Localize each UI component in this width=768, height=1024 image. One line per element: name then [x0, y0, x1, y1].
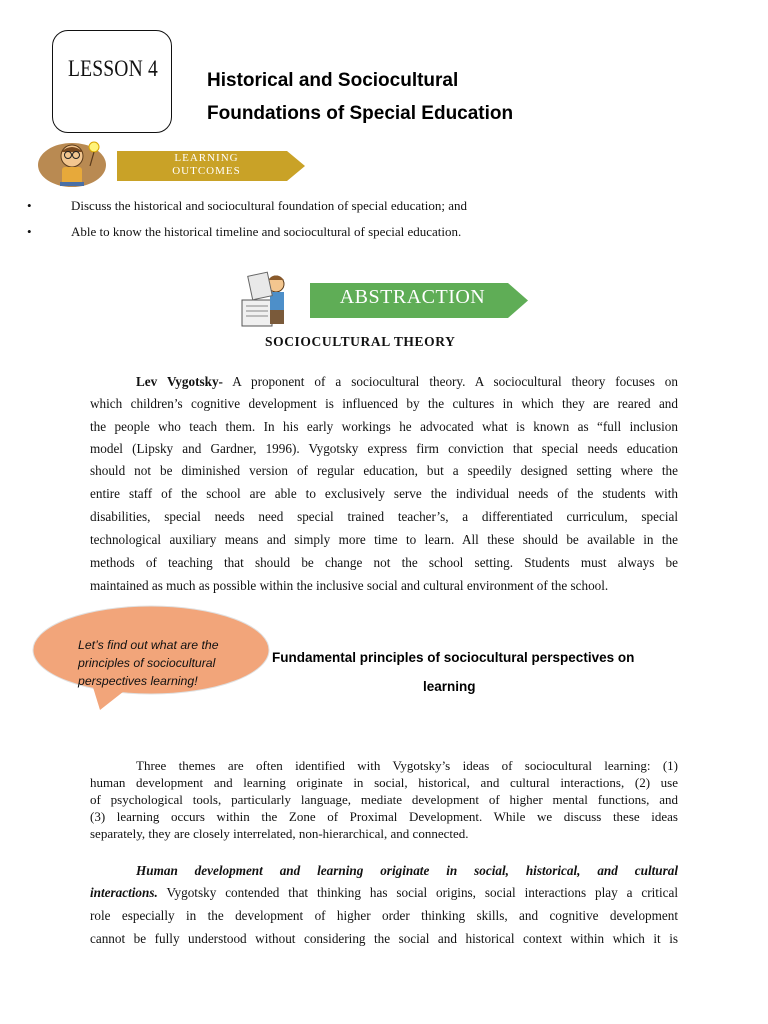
abstraction-label: ABSTRACTION	[339, 286, 486, 308]
paragraph-line: (3) learning occurs within the Zone of Proximal Development. While we discuss these ideas	[90, 809, 678, 824]
page-title-line-2: Foundations of Special Education	[207, 103, 514, 124]
learning-outcomes-label: LEARNING OUTCOMES	[172, 152, 241, 177]
paragraph-line: of psychological tools, particularly language, mediate development of higher mental functions, and	[90, 792, 678, 807]
speech-bubble-text: Let’s find out what are the principles of sociocultural perspectives learning!	[78, 638, 219, 688]
bullet-symbol: •	[27, 224, 32, 239]
paragraph-line: disabilities, special needs need special trained teacher’s, a differentiated curriculum, special	[90, 509, 678, 524]
paragraph-line: the people who teach them. In his early workings he advocated what is known as “full inclusion	[90, 419, 678, 434]
paragraph-line: should not be diminished version of regular education, but a speedily designed setting where the	[90, 463, 678, 478]
page-title-line-1: Historical and Sociocultural	[207, 70, 459, 91]
paragraph-line: role especially in the development of higher order thinking skills, and cognitive development	[90, 908, 678, 923]
paragraph-line: entire staff of the school are able to exclusively serve the individual needs of the students with	[90, 486, 678, 501]
paragraph-line: A proponent of a sociocultural theory. A sociocultural theory focuses on	[222, 374, 678, 389]
section-title: SOCIOCULTURAL THEORY	[265, 334, 456, 349]
student-lightbulb-illustration	[36, 138, 126, 192]
paragraph-line: separately, they are closely interrelated, non-hierarchical, and connected.	[90, 826, 469, 841]
paragraph-line: cannot be fully understood without considering the social and historical context within which it is	[90, 931, 678, 946]
paragraph-line: interactions. Vygotsky contended that thinking has social origins, social interactions play a critical	[90, 885, 678, 900]
paragraph-line: model (Lipsky and Gardner, 1996). Vygotsky express firm conviction that special needs education	[90, 441, 678, 456]
paragraph-line: which children’s cognitive development is influenced by the cultures in which they are reared and	[90, 396, 678, 411]
bullet-symbol: •	[27, 198, 32, 213]
vygotsky-name: Lev Vygotsky-	[136, 374, 223, 389]
outcome-item: Able to know the historical timeline and sociocultural of special education.	[71, 224, 462, 239]
outcome-item: Discuss the historical and sociocultural foundation of special education; and	[71, 198, 468, 213]
paragraph-line: technological auxiliary means and simply more time to learn. All these should be available in the	[90, 532, 678, 547]
lesson-label: LESSON 4	[68, 56, 158, 81]
paragraph-line: Three themes are often identified with Vygotsky’s ideas of sociocultural learning: (1)	[136, 758, 678, 773]
newspaper-reader-illustration	[236, 270, 306, 330]
paragraph-line: human development and learning originate in social, historical, and cultural interactions, (2) use	[90, 775, 678, 790]
paragraph-line: maintained as much as possible within the inclusive social and cultural environment of the school.	[90, 578, 609, 593]
principles-heading-line-2: learning	[423, 679, 476, 694]
emphasis-line: Human development and learning originate in social, historical, and cultural	[136, 863, 678, 878]
principles-heading-line-1: Fundamental principles of sociocultural perspectives on	[272, 650, 635, 665]
paragraph-line: methods of teaching that should be change not the school setting. Students must always be	[90, 555, 678, 570]
